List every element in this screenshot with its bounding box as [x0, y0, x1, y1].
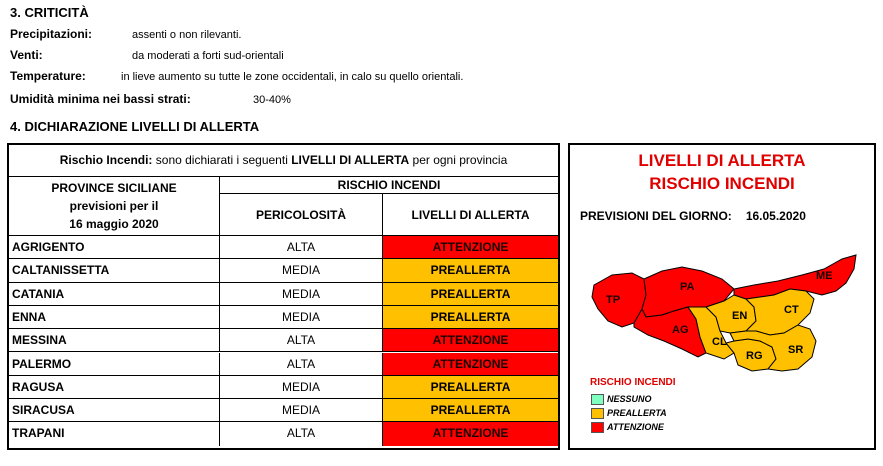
section-title-criticita: 3. CRITICITÀ: [10, 5, 89, 20]
map-label-sr: SR: [788, 344, 804, 356]
table-row: [9, 376, 558, 399]
cell-pericolosita: MEDIA: [220, 399, 383, 421]
map-label-ag: AG: [672, 324, 689, 336]
temperature-label: Temperature:: [10, 69, 86, 83]
sicily-map: [584, 245, 864, 375]
map-label-cl: CL: [712, 336, 727, 348]
map-label-pa: PA: [680, 281, 695, 293]
province-column-header: [9, 176, 220, 236]
livelli-header: LIVELLI DI ALLERTA: [383, 194, 558, 236]
caption-bold: LIVELLI DI ALLERTA: [291, 153, 410, 167]
cell-provincia: SIRACUSA: [9, 399, 220, 421]
cell-provincia: TRAPANI: [9, 422, 220, 445]
cell-pericolosita: MEDIA: [220, 259, 383, 281]
table-row: [9, 329, 558, 352]
cell-pericolosita: ALTA: [220, 329, 383, 351]
cell-pericolosita: MEDIA: [220, 376, 383, 398]
cell-livello-allerta: ATTENZIONE: [383, 236, 558, 258]
legend-label-nessuno: NESSUNO: [607, 394, 652, 404]
legend-label-preallerta: PREALLERTA: [607, 408, 667, 418]
table-row: [9, 283, 558, 306]
forecast-date-label: PREVISIONI DEL GIORNO:: [580, 209, 732, 223]
forecast-date-value: 16.05.2020: [745, 209, 806, 223]
pericolosita-header: PERICOLOSITÀ: [220, 194, 383, 236]
cell-livello-allerta: PREALLERTA: [383, 376, 558, 398]
cell-pericolosita: ALTA: [220, 422, 383, 445]
section-title-livelli-allerta: 4. DICHIARAZIONE LIVELLI DI ALLERTA: [10, 119, 260, 134]
map-label-rg: RG: [746, 350, 763, 362]
legend-item-preallerta: [591, 408, 667, 419]
cell-pericolosita: ALTA: [220, 353, 383, 375]
panel-title: [570, 149, 874, 195]
cell-provincia: CATANIA: [9, 283, 220, 305]
forecast-date: [580, 209, 806, 223]
cell-provincia: ENNA: [9, 306, 220, 328]
umidita-value: 30-40%: [253, 94, 291, 106]
cell-livello-allerta: ATTENZIONE: [383, 329, 558, 351]
map-label-en: EN: [732, 310, 748, 322]
cell-livello-allerta: PREALLERTA: [383, 259, 558, 281]
table-row: [9, 399, 558, 422]
venti-label: Venti:: [10, 48, 43, 62]
table-row: [9, 259, 558, 282]
cell-livello-allerta: ATTENZIONE: [383, 422, 558, 445]
table-row: [9, 306, 558, 329]
table-row: [9, 422, 558, 445]
legend-swatch-attenzione: [591, 422, 604, 433]
cell-livello-allerta: ATTENZIONE: [383, 353, 558, 375]
caption-label: Rischio Incendi:: [59, 153, 153, 167]
legend-title: RISCHIO INCENDI: [590, 377, 676, 388]
cell-provincia: AGRIGENTO: [9, 236, 220, 258]
province-header-line1: PROVINCE SICILIANE: [51, 181, 177, 195]
province-header-line2: previsioni per il: [69, 199, 159, 213]
precipitazioni-value: assenti o non rilevanti.: [132, 29, 242, 41]
cell-provincia: RAGUSA: [9, 376, 220, 398]
caption-tail: per ogni provincia: [409, 153, 508, 167]
alert-table: [7, 143, 560, 450]
cell-provincia: CALTANISSETTA: [9, 259, 220, 281]
map-label-tp: TP: [606, 294, 621, 306]
province-header-line3: 16 maggio 2020: [69, 217, 159, 231]
legend-item-attenzione: [591, 422, 664, 433]
temperature-value: in lieve aumento su tutte le zone occidentali, in calo su quello orientali.: [121, 71, 464, 83]
panel-title-line2: RISCHIO INCENDI: [649, 174, 795, 193]
legend-swatch-nessuno: [591, 394, 604, 405]
map-label-me: ME: [816, 270, 833, 282]
cell-pericolosita: MEDIA: [220, 283, 383, 305]
cell-livello-allerta: PREALLERTA: [383, 283, 558, 305]
cell-pericolosita: ALTA: [220, 236, 383, 258]
table-caption: [9, 145, 558, 177]
legend-item-nessuno: [591, 394, 652, 405]
alert-map-panel: [568, 143, 876, 450]
cell-pericolosita: MEDIA: [220, 306, 383, 328]
risk-group-header: RISCHIO INCENDI: [220, 176, 558, 194]
venti-value: da moderati a forti sud-orientali: [132, 50, 284, 62]
legend-swatch-preallerta: [591, 408, 604, 419]
table-row: [9, 353, 558, 376]
cell-provincia: PALERMO: [9, 353, 220, 375]
panel-title-line1: LIVELLI DI ALLERTA: [638, 151, 806, 170]
cell-livello-allerta: PREALLERTA: [383, 399, 558, 421]
map-label-ct: CT: [784, 304, 799, 316]
precipitazioni-label: Precipitazioni:: [10, 27, 93, 41]
caption-text: sono dichiarati i seguenti: [152, 153, 292, 167]
umidita-label: Umidità minima nei bassi strati:: [10, 92, 191, 106]
cell-provincia: MESSINA: [9, 329, 220, 351]
legend-label-attenzione: ATTENZIONE: [607, 422, 664, 432]
table-row: [9, 236, 558, 259]
cell-livello-allerta: PREALLERTA: [383, 306, 558, 328]
